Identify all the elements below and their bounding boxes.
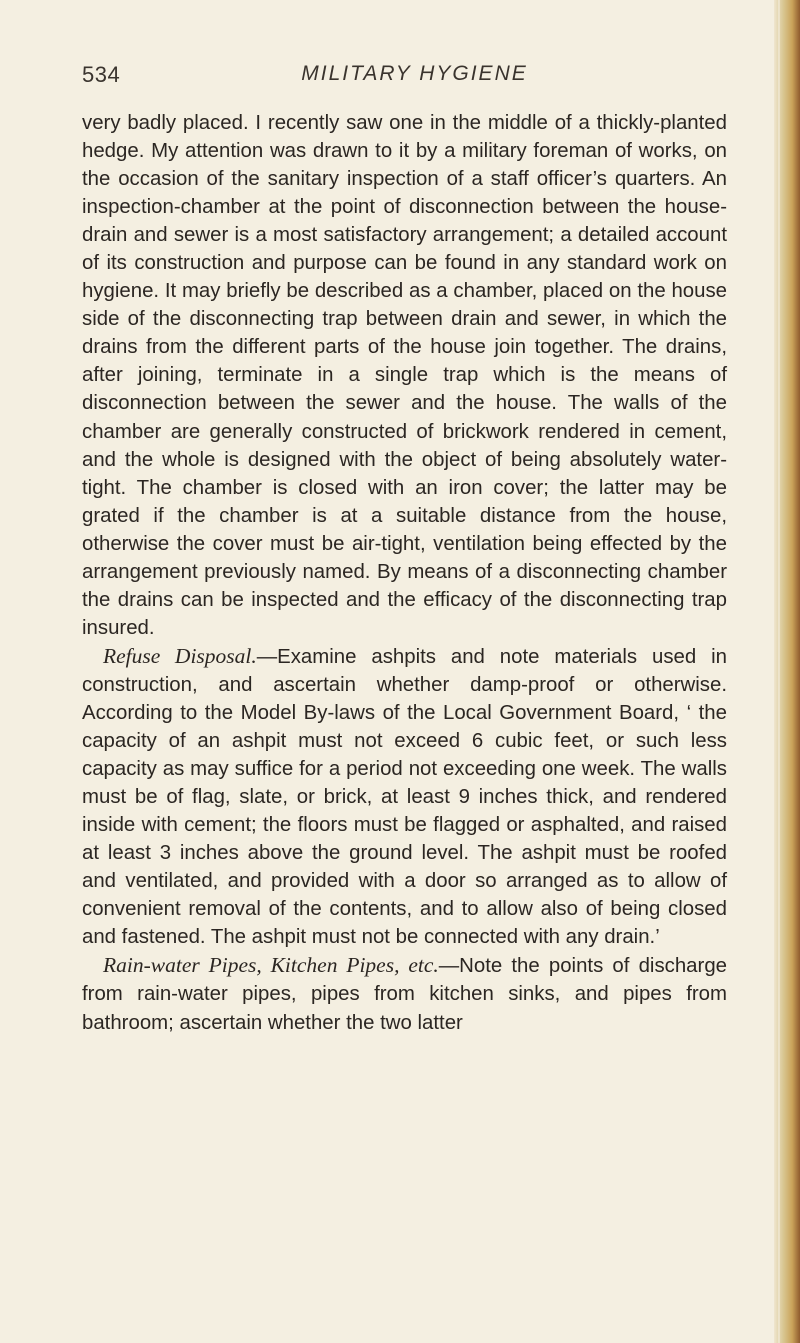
paragraph-text: very badly placed. I recently saw one in the middle of a thickly-planted hedge. My attention was drawn to it by a military foreman of works, on the occasion of the sanitary inspection of a staff officer’s quarters. An inspection-chamber at the point of disconnection between the house-drain and sewer is a most satisfactory arrangement; a detailed account of its construction and purpose can be found in any standard work on hygiene. It may briefly be described as a chamber, placed on the house side of the disconnecting trap between drain and sewer, in which the drains from the different parts of the house join together. The drains, after joining, terminate in a single trap which is the means of disconnection between the sewer and the house. The walls of the chamber are generally constructed of brickwork rendered in cement, and the whole is designed with the object of being absolutely water-tight. The chamber is closed with an iron cover; the latter may be grated if the chamber is at a suitable distance from the house, otherwise the cover must be air-tight, ventilation being effected by the arrangement previously named. By means of a disconnecting chamber the drains can be inspected and the efficacy of the disconnecting trap insured. — [82, 112, 727, 639]
section-heading-refuse-disposal: Refuse Disposal. — [103, 643, 257, 668]
paragraph-text: —Examine ashpits and note materials used in construction, and ascertain whether damp-proof or otherwise. According to the Model By-laws of the Local Government Board, ‘ the capacity of an ashpit must not exceed 6 cubic feet, or such less capacity as may suffice for a period not exceeding one week. The walls must be of flag, slate, or brick, at least 9 inches thick, and rendered inside with cement; the floors must be flagged or asphalted, and raised at least 3 inches above the ground level. The ashpit must be roofed and ventilated, and provided with a door so arranged as to allow of convenient removal of the contents, and to allow also of being closed and fastened. The ashpit must not be connected with any drain.’ — [82, 645, 727, 949]
paragraph-inspection-chamber — [82, 109, 727, 642]
paragraph-rain-water-pipes — [82, 951, 727, 1036]
section-heading-rain-water-pipes: Rain-water Pipes, Kitchen Pipes, etc. — [103, 953, 439, 978]
page-number: 534 — [82, 62, 121, 87]
paragraph-refuse-disposal — [82, 642, 727, 952]
body-text — [82, 109, 727, 1037]
page-header — [82, 62, 727, 94]
page-edge — [774, 0, 800, 1343]
running-head: MILITARY HYGIENE — [301, 62, 528, 85]
paragraph-text: —Note the points of discharge from rain-water pipes, pipes from kitchen sinks, and pipes from bathroom; ascertain whether the two latter — [82, 955, 727, 1034]
